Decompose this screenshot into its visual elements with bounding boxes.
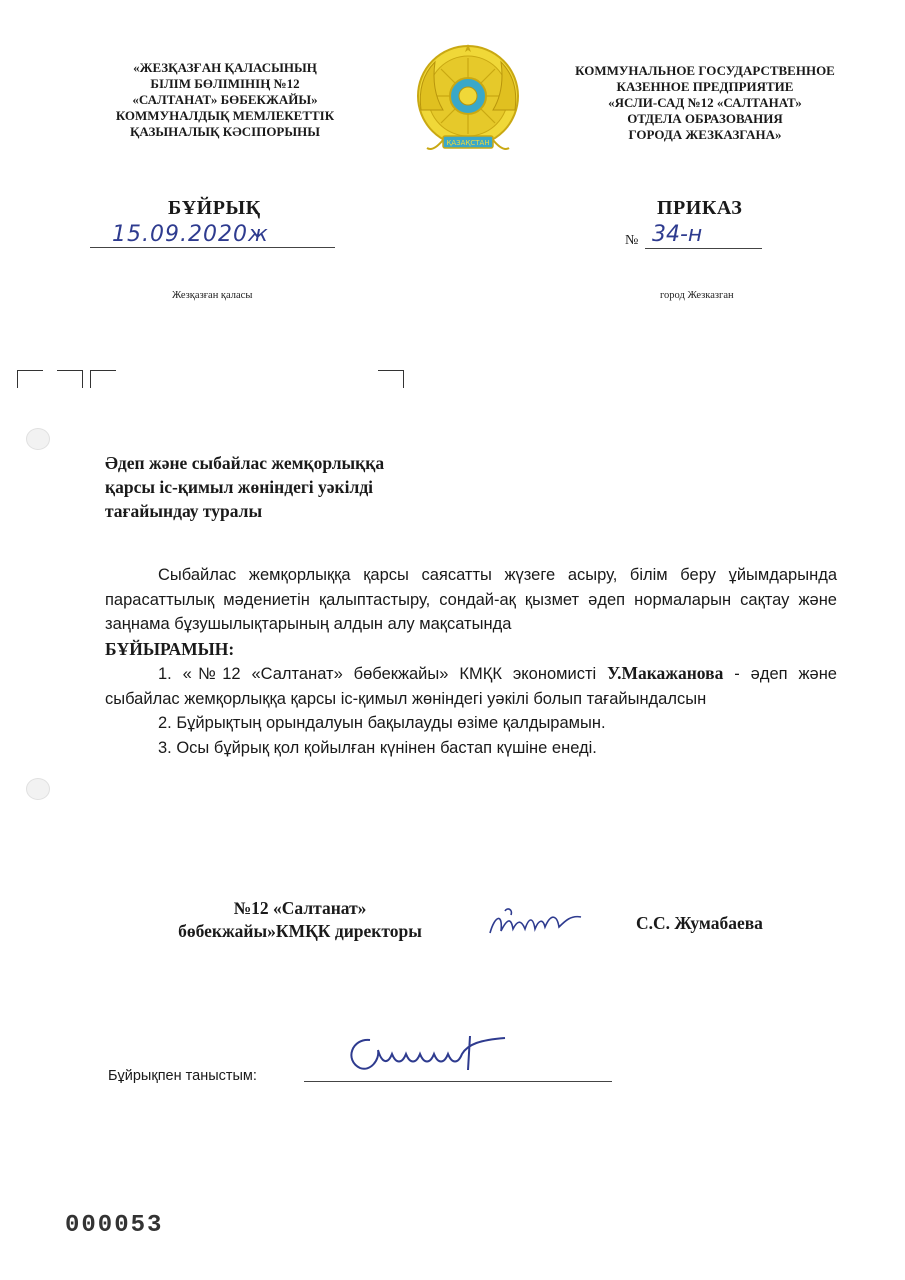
header-kz-line: «САЛТАНАТ» БӨБЕКЖАЙЫ» (132, 92, 318, 107)
header-ru-line: КАЗЕННОЕ ПРЕДПРИЯТИЕ (616, 79, 794, 94)
director-signature (485, 905, 595, 950)
header-ru-line: КОММУНАЛЬНОЕ ГОСУДАРСТВЕННОЕ (575, 63, 835, 78)
number-underline (645, 248, 762, 249)
item1-text-b: - әдеп және сыбайлас жемқорлыққа қарсы іс-қимыл жөніндегі уәкілі болып тағайындалсын (105, 665, 837, 708)
order-title-kz: БҰЙРЫҚ (168, 197, 261, 219)
preamble: Сыбайлас жемқорлыққа қарсы саясатты жүзеге асыру, білім беру ұйымдарында парасаттылық мәдениетін қалыптастыру, сондай-ақ қызмет әдеп нормаларын сақтау және заңнама бұзушылықтарының алдын алу мақсатында (105, 566, 837, 633)
corner-bracket (90, 370, 116, 388)
header-kz-line: «ЖЕЗҚАЗҒАН ҚАЛАСЫНЫҢ (133, 60, 317, 75)
order-date: 15.09.2020ж (112, 222, 269, 247)
order-item-3: 3. Осы бұйрық қол қойылған күнінен бастап күшіне енеді. (158, 738, 597, 757)
city-kz: Жезқазған қаласы (172, 290, 253, 301)
serial-number: 000053 (65, 1212, 164, 1239)
header-kz-line: КОММУНАЛДЫҚ МЕМЛЕКЕТТІК (115, 108, 335, 123)
number-sign: № (625, 233, 639, 248)
acknowledgement-label: Бұйрықпен таныстым: (108, 1068, 257, 1084)
subject-line: Әдеп және сыбайлас жемқорлыққа (105, 453, 385, 473)
order-item-2: 2. Бұйрықтың орындалуын бақылауды өзіме қалдырамын. (158, 714, 606, 732)
punch-hole (26, 778, 50, 800)
header-kz (75, 60, 375, 140)
emblem-text: ҚАЗАҚСТАН (446, 139, 490, 147)
order-title-ru: ПРИКАЗ (657, 197, 743, 219)
order-word: БҰЙЫРАМЫН: (105, 638, 235, 659)
date-underline (90, 247, 335, 248)
header-ru-line: ГОРОДА ЖЕЗКАЗГАНА» (628, 127, 782, 142)
order-item-1 (105, 661, 837, 711)
state-emblem-icon (413, 40, 523, 160)
punch-hole (26, 428, 50, 450)
subject-line: тағайындау туралы (105, 501, 263, 521)
appointee-name: У.Макажанова (607, 663, 724, 683)
signatory-org (150, 897, 450, 943)
corner-bracket (378, 370, 404, 388)
signatory-org-line: бөбекжайы»КМҚК директоры (178, 921, 422, 941)
header-ru (545, 63, 865, 143)
order-number: 34-н (652, 222, 703, 247)
order-body (105, 563, 837, 760)
city-ru: город Жезказган (660, 290, 734, 301)
signatory-org-line: №12 «Салтанат» (233, 898, 367, 918)
subject (105, 451, 485, 523)
director-name: С.С. Жумабаева (636, 913, 763, 933)
corner-bracket (57, 370, 83, 388)
header-kz-line: ҚАЗЫНАЛЫҚ КӘСІПОРЫНЫ (129, 124, 321, 139)
header-ru-line: ОТДЕЛА ОБРАЗОВАНИЯ (627, 111, 783, 126)
header-ru-line: «ЯСЛИ-САД №12 «САЛТАНАТ» (608, 95, 802, 110)
subject-line: қарсы іс-қимыл жөніндегі уәкілді (105, 477, 374, 497)
corner-bracket (17, 370, 43, 388)
item1-text-a: 1. «№12 «Салтанат» бөбекжайы» КМҚК экономисті (158, 665, 608, 683)
employee-signature (340, 1030, 510, 1085)
header-kz-line: БІЛІМ БӨЛІМІНІҢ №12 (150, 76, 300, 91)
